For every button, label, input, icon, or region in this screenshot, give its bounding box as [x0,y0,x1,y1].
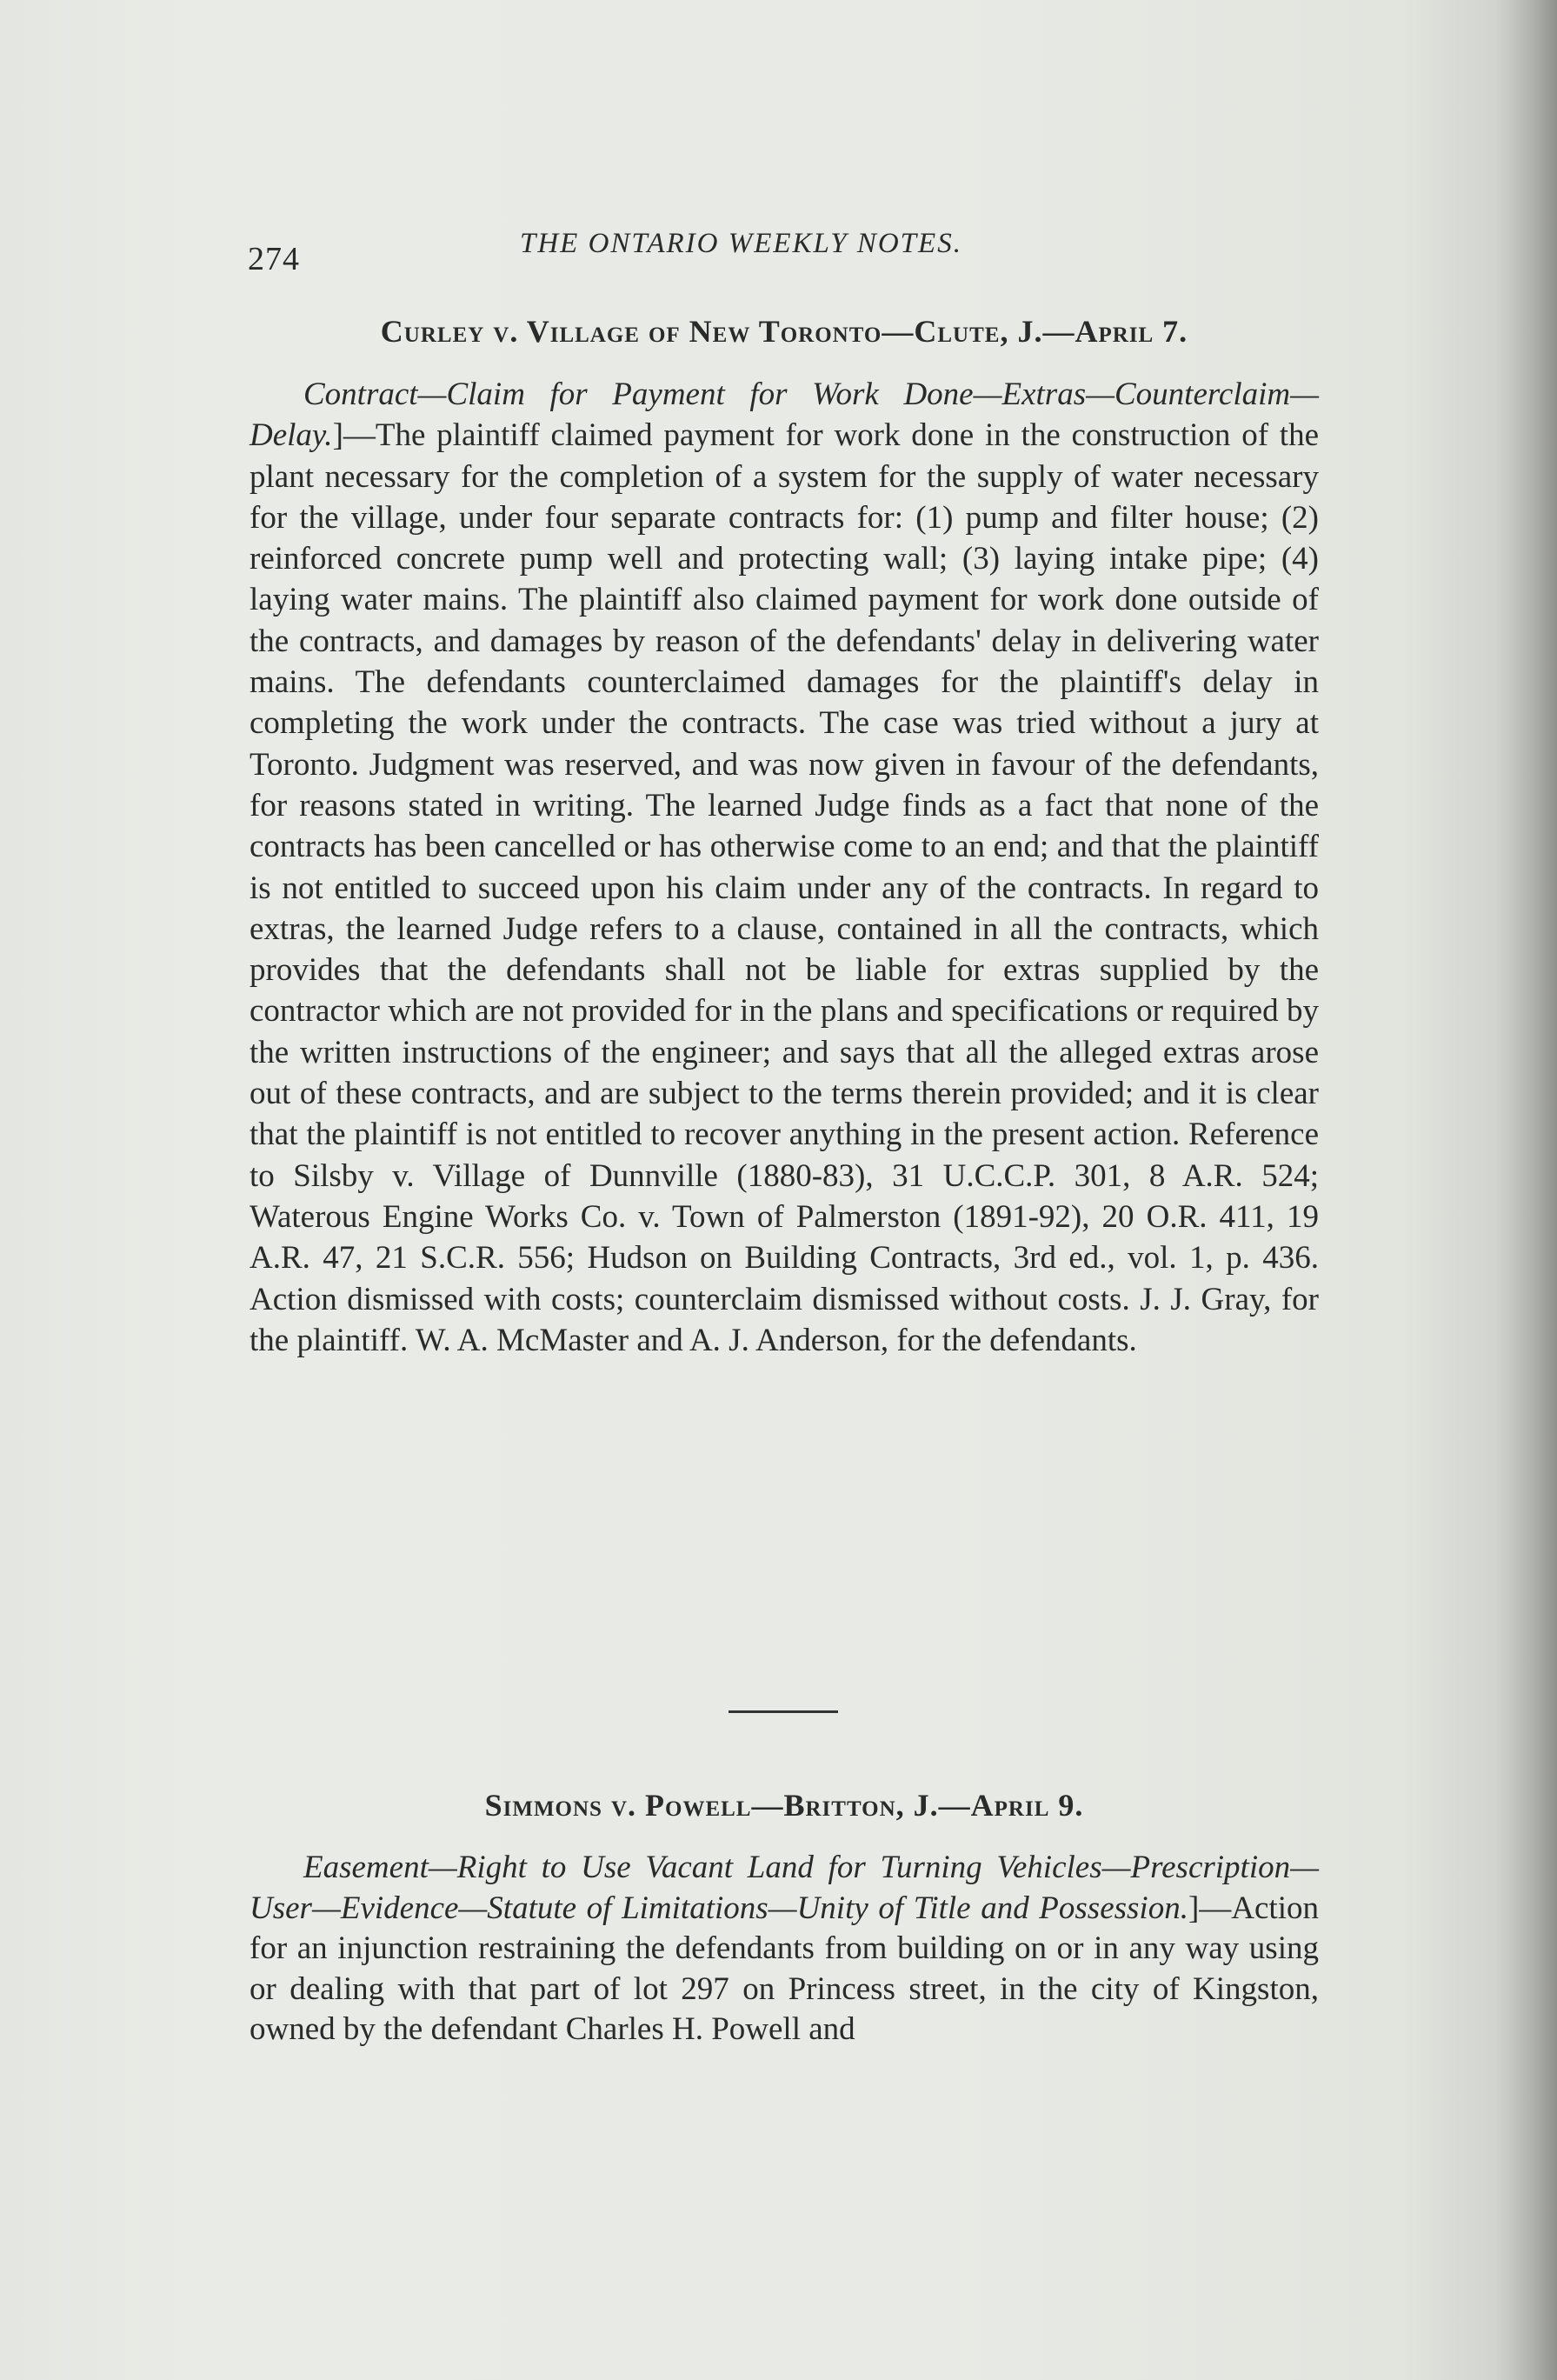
section-divider [729,1710,838,1713]
case-paragraph [250,374,1319,1361]
running-head [248,228,1304,280]
case-text: ]—The plaintiff claimed payment for work done in the construction of the plant necessary for the completion of a system for the supply of water necessary for the village, under four separate contracts for: (1) pump and filter house; (2) reinforced concrete pump well and protecting wall; (3) laying intake pipe; (4) laying water mains. The plaintiff also claimed payment for work done outside of the contracts, and damages by reason of the defendants' delay in delivering water mains. The defendants counterclaimed damages for the plaintiff's delay in completing the work under the contracts. The case was tried without a jury at Toronto. Judgment was reserved, and was now given in favour of the defendants, for reasons stated in writing. The learned Judge finds as a fact that none of the contracts has been cancelled or has otherwise come to an end; and that the plaintiff is not entitled to succeed upon his claim under any of the contracts. In regard to extras, the learned Judge refers to a clause, contained in all the contracts, which provides that the defendants shall not be liable for extras supplied by the contractor which are not provided for in the plans and specifications or required by the written instructions of the engineer; and says that all the alleged extras arose out of these contracts, and are subject to the terms therein provided; and it is clear that the plaintiff is not entitled to recover anything in the present action. Reference to Silsby v. Village of Dunnville (1880-83), 31 U.C.C.P. 301, 8 A.R. 524; Waterous Engine Works Co. v. Town of Palmerston (1891-92), 20 O.R. 411, 19 A.R. 47, 21 S.C.R. 556; Hudson on Building Contracts, 3rd ed., vol. 1, p. 436. Action dismissed with costs; counterclaim dismissed without costs. J. J. Gray, for the plaintiff. W. A. McMaster and A. J. Anderson, for the defendants. [250,417,1319,1358]
case-text: ]—Action for an injunction restraining the defendants from building on or in any way using or dealing with that part of lot 297 on Princess street, in the city of Kingston, owned by the defendant Charles H. Powell and [250,1890,1319,2047]
case-report-simmons [250,1787,1319,2050]
case-heading: Simmons v. Powell—Britton, J.—April 9. [484,1788,1084,1823]
case-headnote: Easement—Right to Use Vacant Land for Turning Vehicles—Prescription—User—Evidence—Statute of Limitations—Unity of Title and Possession. [250,1850,1319,1926]
case-headnote: Contract—Claim for Payment for Work Done—Extras—Counterclaim—Delay. [250,377,1319,454]
journal-title: THE ONTARIO WEEKLY NOTES. [520,228,962,259]
spine-shadow [1496,0,1557,2380]
case-paragraph [250,1848,1319,2050]
case-heading: Curley v. Village of New Toronto—Clute, J.—April 7. [380,314,1188,349]
page-number: 274 [248,241,300,277]
case-report-curley [250,313,1319,1361]
